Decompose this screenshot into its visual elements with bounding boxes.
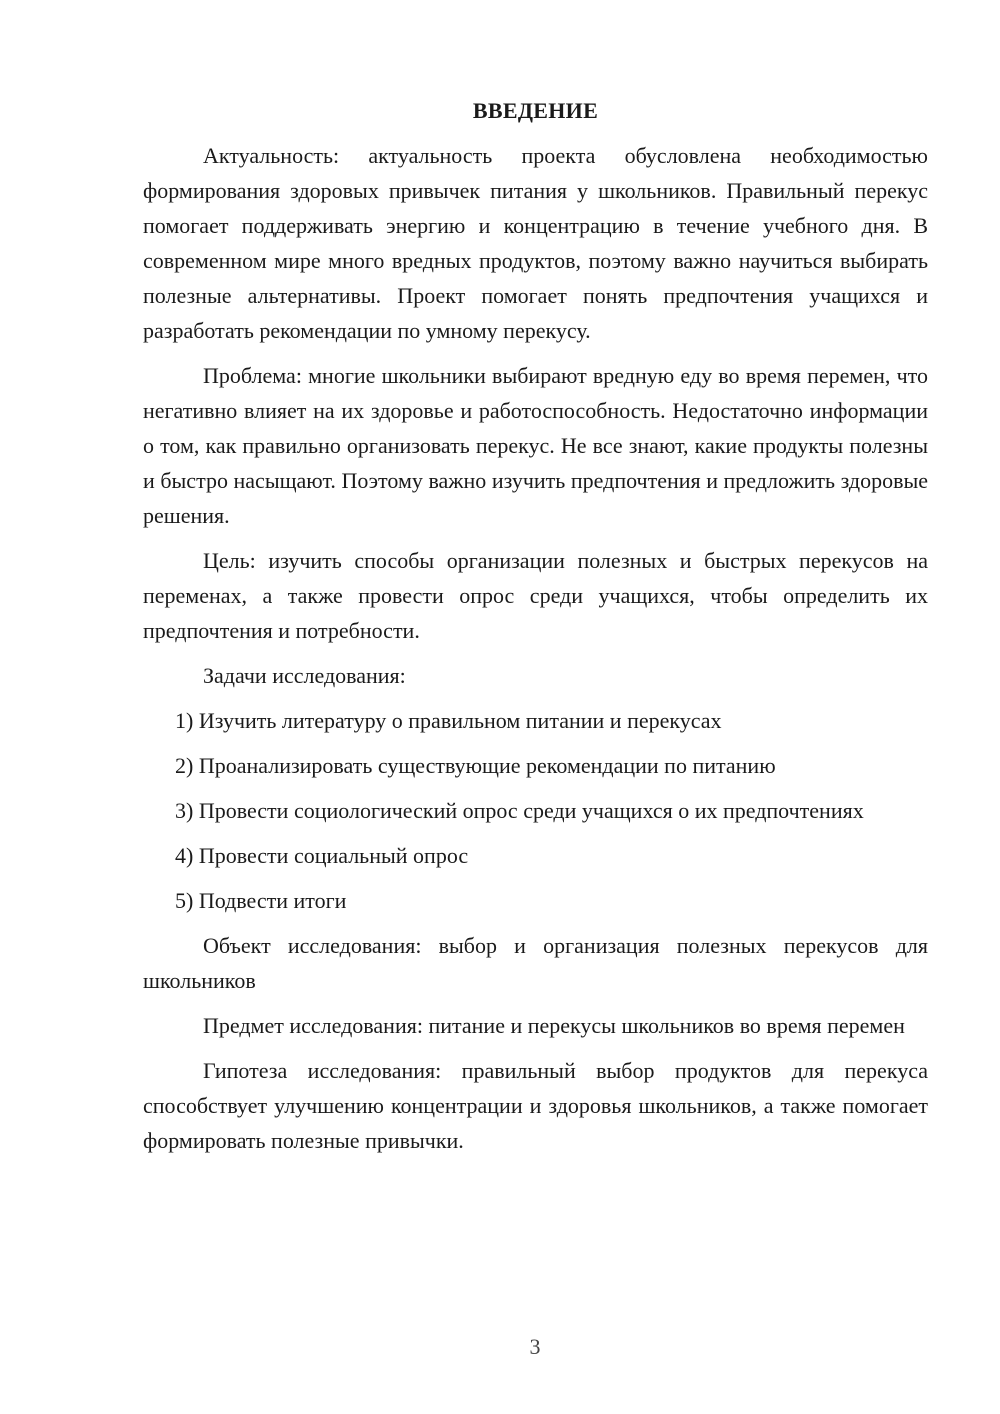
paragraph-goal: Цель: изучить способы организации полезных и быстрых перекусов на переменах, а также провести опрос среди учащихся, чтобы определить их предпочтения и потребности. bbox=[143, 548, 928, 643]
task-item-2: 2) Проанализировать существующие рекомендации по питанию bbox=[175, 753, 776, 778]
task-item-4: 4) Провести социальный опрос bbox=[175, 843, 469, 868]
task-item-1: 1) Изучить литературу о правильном питании и перекусах bbox=[175, 708, 722, 733]
paragraph-hypothesis: Гипотеза исследования: правильный выбор продуктов для перекуса способствует улучшению концентрации и здоровья школьников, а также помогает формировать полезные привычки. bbox=[143, 1058, 928, 1153]
paragraph-problem: Проблема: многие школьники выбирают вредную еду во время перемен, что негативно влияет на их здоровье и работоспособность. Недостаточно информации о том, как правильно организовать перекус. Не все знают, какие продукты полезны и быстро насыщают. Поэтому важно изучить предпочтения и предложить здоровые решения. bbox=[143, 363, 928, 528]
paragraph-relevance: Актуальность: актуальность проекта обусловлена необходимостью формирования здоровых привычек питания у школьников. Правильный перекус помогает поддерживать энергию и концентрацию в течение учебного дня. В современном мире много вредных продуктов, поэтому важно научиться выбирать полезные альтернативы. Проект помогает понять предпочтения учащихся и разработать рекомендации по умному перекусу. bbox=[143, 143, 928, 343]
paragraph-subject: Предмет исследования: питание и перекусы школьников во время перемен bbox=[203, 1013, 905, 1038]
page-number: 3 bbox=[529, 1334, 541, 1359]
paragraph-object: Объект исследования: выбор и организация полезных перекусов для школьников bbox=[143, 933, 928, 993]
paragraph-tasks-heading: Задачи исследования: bbox=[203, 663, 406, 688]
task-item-5: 5) Подвести итоги bbox=[175, 888, 347, 913]
task-item-3: 3) Провести социологический опрос среди учащихся о их предпочтениях bbox=[175, 798, 864, 823]
document-page bbox=[143, 96, 928, 1168]
page-title: ВВЕДЕНИЕ bbox=[472, 98, 599, 123]
